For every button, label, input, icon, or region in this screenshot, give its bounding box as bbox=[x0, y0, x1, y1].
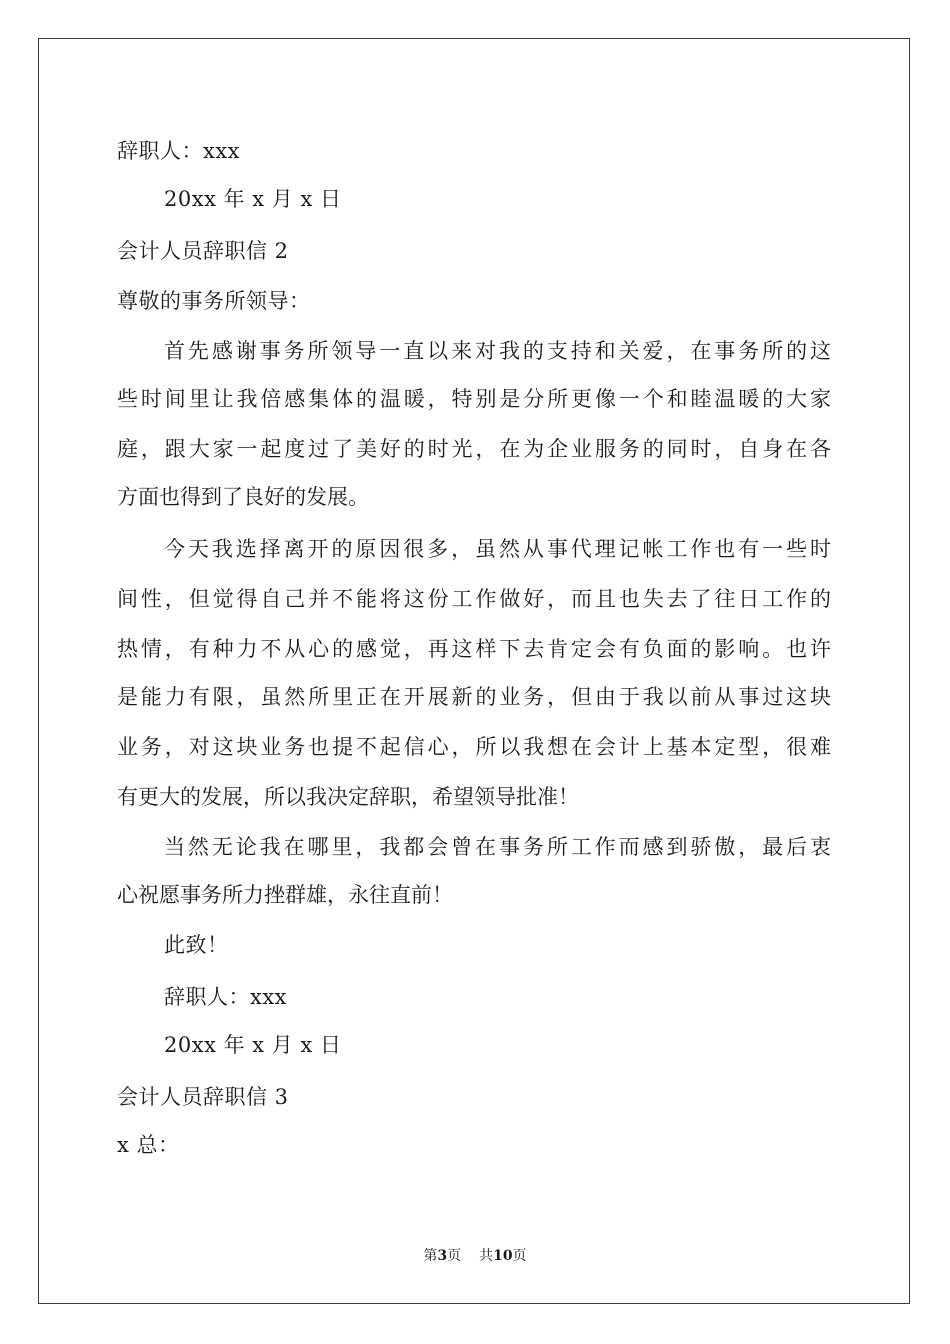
letter2-date: 20xx 年 x 月 x 日 bbox=[164, 1033, 342, 1057]
letter2-p2-line4: 是能力有限，虽然所里正在开展新的业务，但由于我以前从事过这块 bbox=[117, 685, 831, 709]
letter2-salutation: 尊敬的事务所领导： bbox=[117, 289, 311, 313]
letter2-p2-line3: 热情，有种力不从心的感觉，再这样下去肯定会有负面的影响。也许 bbox=[117, 637, 831, 661]
letter1-date: 20xx 年 x 月 x 日 bbox=[164, 187, 342, 211]
letter2-title: 会计人员辞职信 2 bbox=[117, 239, 289, 263]
page-prefix: 第 bbox=[423, 1248, 438, 1264]
page-footer bbox=[0, 1246, 950, 1266]
page-border bbox=[38, 38, 910, 1304]
letter2-p1-line4: 方面也得到了良好的发展。 bbox=[117, 485, 369, 509]
page-suffix: 页 bbox=[447, 1248, 462, 1264]
letter3-title: 会计人员辞职信 3 bbox=[117, 1085, 289, 1109]
total-pages: 10 bbox=[493, 1248, 513, 1264]
letter2-p1-line2: 些时间里让我倍感集体的温暖，特别是分所更像一个和睦温暖的大家 bbox=[117, 387, 831, 411]
letter1-signer: 辞职人：xxx bbox=[117, 139, 241, 163]
letter2-p3-line1: 当然无论我在哪里，我都会曾在事务所工作而感到骄傲，最后衷 bbox=[164, 835, 831, 859]
letter3-salutation: x 总： bbox=[117, 1133, 180, 1157]
letter2-p1-line1: 首先感谢事务所领导一直以来对我的支持和关爱，在事务所的这 bbox=[164, 339, 831, 363]
letter2-p2-line5: 业务，对这块业务也提不起信心，所以我想在会计上基本定型，很难 bbox=[117, 735, 831, 759]
total-prefix: 共 bbox=[479, 1248, 494, 1264]
letter2-p1-line3: 庭，跟大家一起度过了美好的时光，在为企业服务的同时，自身在各 bbox=[117, 437, 831, 461]
page-number: 3 bbox=[437, 1248, 448, 1264]
letter2-p3-line2: 心祝愿事务所力挫群雄，永往直前！ bbox=[117, 883, 453, 907]
total-suffix: 页 bbox=[512, 1248, 527, 1264]
letter2-signer: 辞职人：xxx bbox=[164, 985, 288, 1009]
letter2-p2-line2: 间性，但觉得自己并不能将这份工作做好，而且也失去了往日工作的 bbox=[117, 587, 831, 611]
letter2-closing: 此致！ bbox=[164, 933, 229, 957]
letter2-p2-line6: 有更大的发展，所以我决定辞职，希望领导批准！ bbox=[117, 785, 579, 809]
letter2-p2-line1: 今天我选择离开的原因很多，虽然从事代理记帐工作也有一些时 bbox=[164, 537, 831, 561]
